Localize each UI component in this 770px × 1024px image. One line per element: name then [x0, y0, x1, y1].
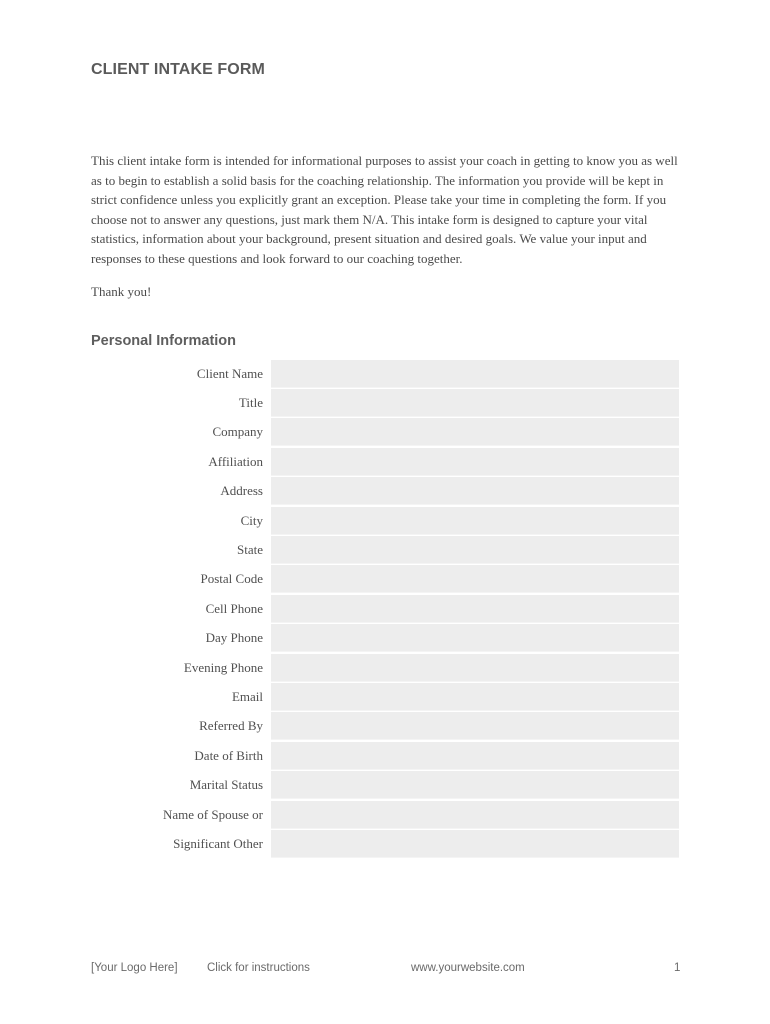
state-field[interactable] — [271, 536, 679, 564]
marital-status-field[interactable] — [271, 771, 679, 799]
field-label-marital-status: Marital Status — [189, 777, 263, 793]
form-row-spouse-name — [91, 800, 687, 829]
field-label-affiliation: Affiliation — [208, 453, 263, 469]
field-label-email: Email — [231, 688, 263, 704]
form-row-city — [91, 506, 687, 535]
date-of-birth-field[interactable] — [271, 742, 679, 770]
field-label-address: Address — [220, 483, 263, 499]
field-label-day-phone: Day Phone — [205, 630, 263, 646]
evening-phone-field[interactable] — [271, 654, 679, 682]
page-title: CLIENT INTAKE FORM — [91, 61, 265, 78]
form-row-referred-by — [91, 712, 687, 741]
footer-logo-placeholder: [Your Logo Here] — [91, 962, 178, 974]
section-heading-personal-information: Personal Information — [91, 333, 237, 349]
form-row-company — [91, 418, 687, 447]
personal-information-form — [91, 359, 687, 859]
footer-website-link[interactable]: www.yourwebsite.com — [411, 962, 525, 974]
form-row-affiliation — [91, 447, 687, 476]
field-label-postal-code: Postal Code — [200, 571, 263, 587]
client-name-field[interactable] — [271, 360, 679, 388]
form-row-postal-code — [91, 565, 687, 594]
field-label-date-of-birth: Date of Birth — [194, 747, 263, 763]
cell-phone-field[interactable] — [271, 595, 679, 623]
field-label-state: State — [237, 542, 263, 558]
footer-instructions-link[interactable]: Click for instructions — [207, 962, 310, 974]
form-row-state — [91, 535, 687, 564]
field-label-referred-by: Referred By — [199, 718, 263, 734]
city-field[interactable] — [271, 507, 679, 535]
footer-page-number: 1 — [674, 962, 681, 974]
field-label-spouse-name: Name of Spouse or — [162, 806, 263, 822]
form-row-date-of-birth — [91, 741, 687, 770]
address-field[interactable] — [271, 477, 679, 505]
significant-other-field[interactable] — [271, 830, 679, 858]
thanks-text: Thank you! — [91, 284, 152, 299]
field-label-cell-phone: Cell Phone — [205, 600, 263, 616]
form-row-day-phone — [91, 624, 687, 653]
day-phone-field[interactable] — [271, 624, 679, 652]
company-field[interactable] — [271, 418, 679, 446]
referred-by-field[interactable] — [271, 712, 679, 740]
form-row-significant-other — [91, 829, 687, 858]
form-row-evening-phone — [91, 653, 687, 682]
form-row-title — [91, 388, 687, 417]
form-row-cell-phone — [91, 594, 687, 623]
field-label-client-name: Client Name — [196, 365, 263, 381]
field-label-city: City — [240, 512, 263, 528]
email-field[interactable] — [271, 683, 679, 711]
affiliation-field[interactable] — [271, 448, 679, 476]
intro-paragraph: This client intake form is intended for informational purposes to assist your coach in getting to know you as well as to begin to establish a solid basis for the coaching relationship. The information you provide will be kept in strict confidence unless you explicitly grant an exception. Please take your time in completing the form. If you choose not to answer any questions, just mark them N/A. This intake form is designed to capture your vital statistics, information about your background, present situation and desired goals. We value your input and responses to these questions and look forward to our coaching together. — [91, 153, 678, 266]
field-label-company: Company — [212, 424, 263, 440]
form-row-email — [91, 682, 687, 711]
title-field[interactable] — [271, 389, 679, 417]
field-label-significant-other: Significant Other — [173, 835, 263, 851]
postal-code-field[interactable] — [271, 565, 679, 593]
field-label-title: Title — [238, 395, 263, 411]
form-row-client-name — [91, 359, 687, 388]
field-label-evening-phone: Evening Phone — [183, 659, 263, 675]
spouse-name-field[interactable] — [271, 801, 679, 829]
form-row-address — [91, 477, 687, 506]
form-row-marital-status — [91, 770, 687, 799]
